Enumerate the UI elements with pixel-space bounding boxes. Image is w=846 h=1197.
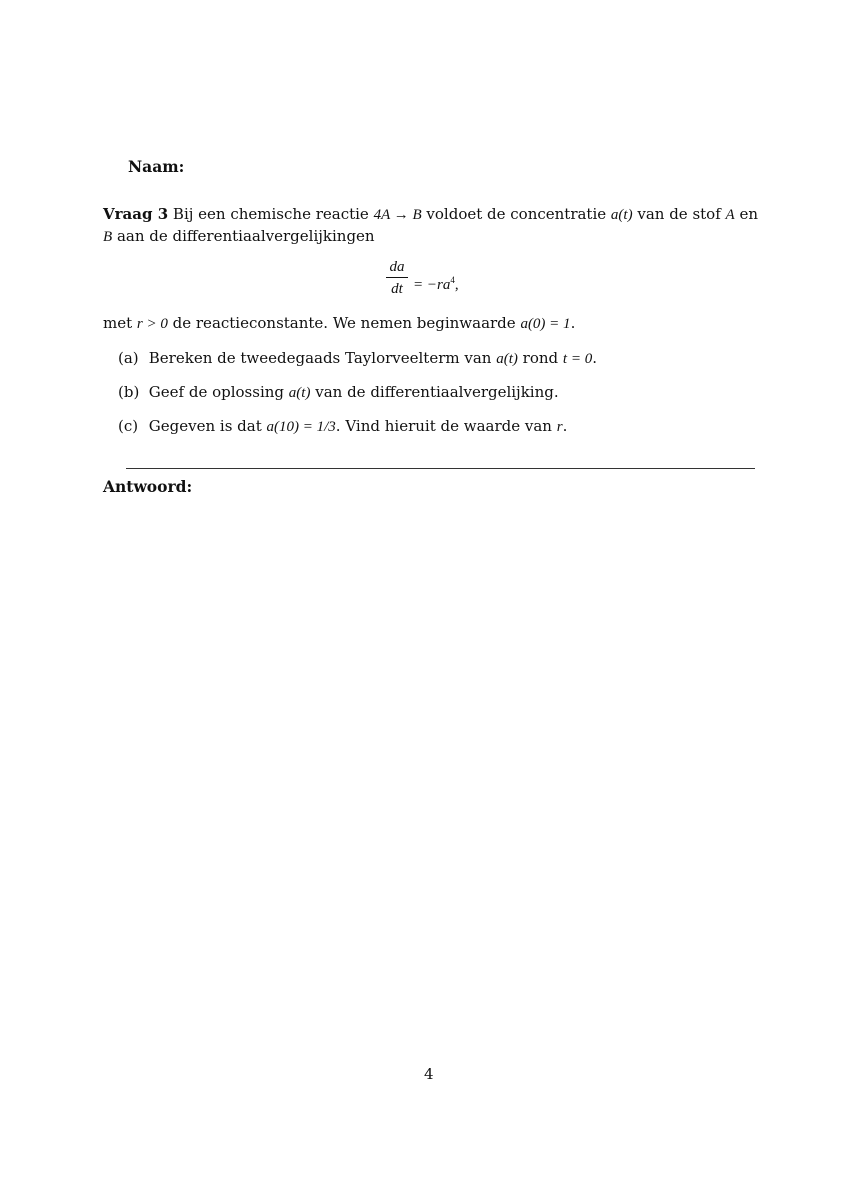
subquestion-label: (a): [118, 349, 139, 367]
question-line-1: [103, 204, 758, 225]
math-r: r: [556, 419, 563, 435]
reaction-formula: 4A → B: [373, 207, 422, 223]
subquestion-text: Bereken de tweedegaads Taylorveelterm van: [148, 349, 497, 367]
math-a-of-t: a(t): [610, 207, 633, 223]
condition-text: .: [570, 314, 576, 332]
answer-label: Antwoord:: [103, 477, 193, 496]
condition-line: [103, 313, 575, 334]
question-text: aan de differentiaalvergelijkingen: [112, 227, 375, 245]
page-number: 4: [424, 1065, 434, 1083]
math-a-of-t: a(t): [496, 351, 518, 367]
subquestion-text: Gegeven is dat: [148, 417, 267, 435]
equation-rhs-text: = −ra: [413, 277, 451, 293]
math-r-positive: r > 0: [136, 316, 168, 332]
equation-comma: ,: [454, 277, 459, 293]
math-t-zero: t = 0: [562, 351, 593, 367]
subquestion-a: [118, 348, 597, 369]
math-a-of-t: a(t): [288, 385, 311, 401]
condition-text: met: [103, 314, 137, 332]
math-b: B: [103, 229, 113, 245]
question-label: Vraag 3: [103, 205, 169, 223]
name-label: Naam:: [128, 157, 185, 176]
fraction-numerator: da: [389, 259, 405, 275]
subquestion-text: .: [592, 349, 597, 367]
subquestion-label: (b): [118, 383, 140, 401]
condition-text: de reactieconstante. We nemen beginwaarde: [167, 314, 521, 332]
subquestion-text: rond: [517, 349, 563, 367]
math-a-of-ten: a(10) = 1/3: [266, 419, 336, 435]
subquestion-text: .: [562, 417, 568, 435]
question-text: voldoet de concentratie: [421, 205, 611, 223]
math-a: A: [725, 207, 735, 223]
subquestion-text: . Vind hieruit de waarde van: [335, 417, 557, 435]
math-initial-value: a(0) = 1: [520, 316, 571, 332]
equation-rhs: [413, 270, 459, 295]
question-text: en: [734, 205, 758, 223]
fraction-denominator: dt: [391, 281, 403, 297]
subquestion-text: van de differentiaalvergelijking.: [310, 383, 559, 401]
subquestion-b: [118, 382, 559, 403]
subquestion-label: (c): [118, 417, 139, 435]
equation-exponent: 4: [450, 275, 455, 285]
fraction-bar: [386, 277, 408, 278]
question-text: van de stof: [632, 205, 726, 223]
equation-fraction: [386, 258, 408, 298]
horizontal-rule: [126, 468, 755, 469]
subquestion-c: [118, 416, 567, 437]
question-text: Bij een chemische reactie: [172, 205, 374, 223]
question-line-2: [103, 226, 375, 247]
subquestion-text: Geef de oplossing: [148, 383, 289, 401]
